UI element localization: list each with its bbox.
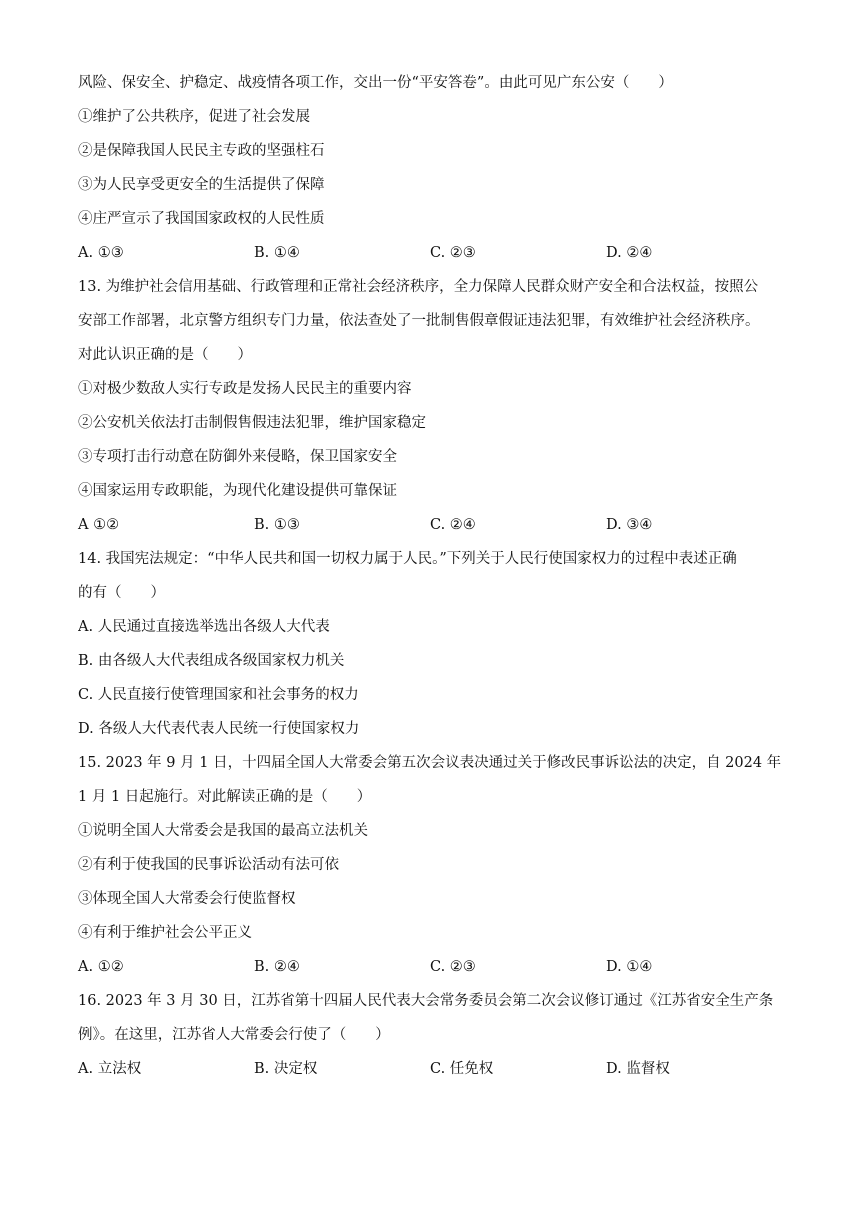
question-12-stem: 风险、保安全、护稳定、战疫情各项工作，交出一份“平安答卷”。由此可见广东公安（ ） (78, 75, 673, 91)
option-c: C. ②③ (430, 245, 476, 261)
question-16-stem-line-1: 16. 2023 年 3 月 30 日，江苏省第十四届人民代表大会常务委员会第二次会议修订通过《江苏省安全生产条 (78, 993, 774, 1009)
question-12-options (78, 240, 790, 274)
question-14-option-a: A. 人民通过直接选举选出各级人大代表 (78, 619, 330, 635)
question-15 (78, 750, 790, 988)
question-14-stem-line-2: 的有（ ） (78, 585, 165, 601)
option-a: A. ①③ (78, 245, 124, 261)
question-15-item-4: ④有利于维护社会公平正义 (78, 925, 252, 941)
option-c: C. ②③ (430, 959, 476, 975)
option-b: B. 决定权 (254, 1061, 318, 1077)
option-c: C. 任免权 (430, 1061, 494, 1077)
question-12 (78, 70, 790, 274)
option-b: B. ①③ (254, 517, 300, 533)
option-a: A. ①② (78, 959, 124, 975)
question-13 (78, 274, 790, 546)
question-12-item-3: ③为人民享受更安全的生活提供了保障 (78, 177, 325, 193)
option-d: D. 监督权 (606, 1061, 670, 1077)
option-a: A ①② (78, 517, 120, 533)
question-13-stem-line-3: 对此认识正确的是（ ） (78, 347, 252, 363)
question-13-item-1: ①对极少数敌人实行专政是发扬人民民主的重要内容 (78, 381, 412, 397)
question-12-item-4: ④庄严宣示了我国国家政权的人民性质 (78, 211, 325, 227)
question-15-item-1: ①说明全国人大常委会是我国的最高立法机关 (78, 823, 368, 839)
question-14-stem-line-1: 14. 我国宪法规定：“中华人民共和国一切权力属于人民。”下列关于人民行使国家权力的过程中表述正确 (78, 551, 737, 567)
question-15-item-2: ②有利于使我国的民事诉讼活动有法可依 (78, 857, 339, 873)
question-15-item-3: ③体现全国人大常委会行使监督权 (78, 891, 296, 907)
option-a: A. 立法权 (78, 1061, 142, 1077)
question-13-item-3: ③专项打击行动意在防御外来侵略，保卫国家安全 (78, 449, 397, 465)
option-d: D. ②④ (606, 245, 653, 261)
question-13-options (78, 512, 790, 546)
question-15-stem-line-2: 1 月 1 日起施行。对此解读正确的是（ ） (78, 789, 372, 805)
option-c: C. ②④ (430, 517, 476, 533)
question-16-stem-line-2: 例》。在这里，江苏省人大常委会行使了（ ） (78, 1027, 390, 1043)
question-16-options (78, 1056, 790, 1090)
question-15-options (78, 954, 790, 988)
question-12-item-2: ②是保障我国人民民主专政的坚强柱石 (78, 143, 325, 159)
question-14-option-b: B. 由各级人大代表组成各级国家权力机关 (78, 653, 345, 669)
question-13-item-4: ④国家运用专政职能，为现代化建设提供可靠保证 (78, 483, 397, 499)
question-14-option-d: D. 各级人大代表代表人民统一行使国家权力 (78, 721, 360, 737)
option-d: D. ③④ (606, 517, 653, 533)
question-14 (78, 546, 790, 750)
question-15-stem-line-1: 15. 2023 年 9 月 1 日，十四届全国人大常委会第五次会议表决通过关于修改民事诉讼法的决定，自 2024 年 (78, 755, 782, 771)
question-12-item-1: ①维护了公共秩序，促进了社会发展 (78, 109, 310, 125)
question-13-stem-line-2: 安部工作部署，北京警方组织专门力量，依法查处了一批制售假章假证违法犯罪，有效维护社会经济秩序。 (78, 313, 760, 329)
option-d: D. ①④ (606, 959, 653, 975)
question-14-option-c: C. 人民直接行使管理国家和社会事务的权力 (78, 687, 359, 703)
option-b: B. ②④ (254, 959, 300, 975)
question-13-item-2: ②公安机关依法打击制假售假违法犯罪，维护国家稳定 (78, 415, 426, 431)
exam-page (78, 70, 790, 1090)
question-16 (78, 988, 790, 1090)
question-13-stem-line-1: 13. 为维护社会信用基础、行政管理和正常社会经济秩序，全力保障人民群众财产安全和合法权益，按照公 (78, 279, 759, 295)
option-b: B. ①④ (254, 245, 300, 261)
